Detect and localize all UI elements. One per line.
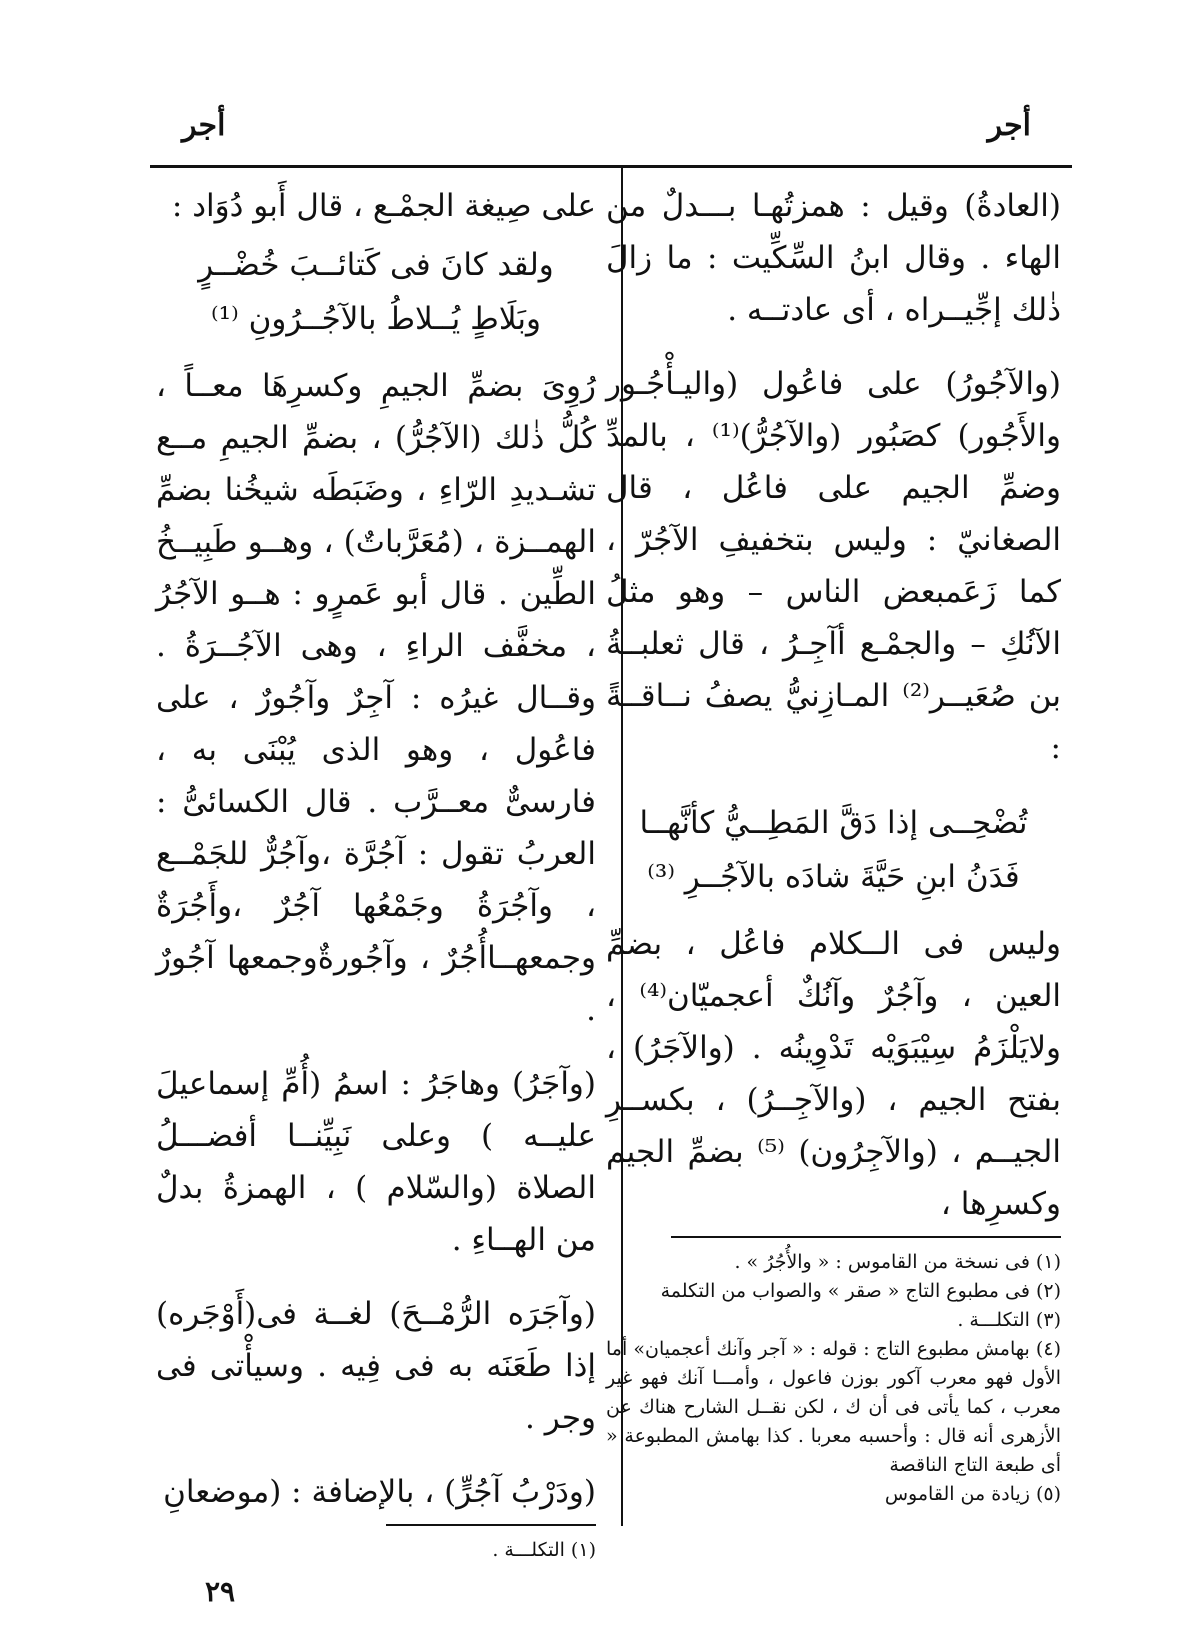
footnotes (156, 1536, 596, 1565)
paragraph: (وآجَرُ) وهاجَرُ : اسمُ (أُمِّ إسماعيلَ عليــه ) وعلى نَبِيِّنــا أفضـــلُ الصلاة (والسّلام ) ، الهمزةُ بدلٌ من الهــاءِ . (156, 1066, 596, 1258)
verse-line: فَدَنُ ابنِ حَيَّةَ شادَه بالآجُــرِ ⁽³⁾ (647, 859, 1020, 895)
paragraph: رُوِىَ بضمِّ الجيمِ وكسرِهَا معــاً ، كُلُّ ذٰلك (الآجُرُّ) ، بضمِّ الجيمِ مــع تشـديدِ الرّاءِ ، وضَبَطَه شيخُنا بضمِّ الهمــزة ، (مُعَرَّباتٌ) ، وهــو طَبِيــخُ الطِّين . قال أبو عَمرٍو : هــو الآجُرُ ، مخفَّف الراءِ ، وهى الآجُــرَةُ . وقــال غيرُه : آجِرٌ وآجُورٌ ، على فاعُول ، وهو الذى يُبْنَى به ، فارسىٌّ معــرَّب . قال الكسائىُّ : العربُ تقول : آجُرَّة ،وآجُرٌّ للجَمْــع ، وآجُرَةُ وجَمْعُها آجُرٌ ،وأَجُرَةٌ وجمعهــاأُجُرٌ ، وآجُورةٌوجمعها آجُورٌ . (156, 368, 596, 1028)
footnote: (٤) بهامش مطبوع التاج : قوله : « آجر وآنك أعجميان» أما الأول فهو معرب آكور بوزن فاعول ، وأمـــا آنك فهو غير معرب ، كما يأتى فى أن ك ، لكن نقــل الشارح هناك عن الأزهرى أنه قال : وأحسبه معربا . كذا بهامش المطبوعة « أى طبعة التاج الناقصة (606, 1338, 1061, 1476)
verse (606, 796, 1061, 904)
paragraph: وليس فى الــكلام فاعُل ، بضمِّ العين ، وآجُرٌ وآنُكٌ أعجميّان⁽⁴⁾ ، ولايَلْزَمُ سِيْبَوَيْه تَدْوِينُه . (والآجَرُ) ، بفتح الجيم ، (والآجِــرُ) ، بكســرِ الجيــم ، (والآجِرُون) ⁽⁵⁾ بضمِّ الجيم وكسرِها ، (606, 926, 1061, 1222)
footnote-rule (386, 1524, 596, 1526)
footnotes (606, 1248, 1061, 1509)
paragraph: (وآجَرَه الرُّمْــحَ) لغــة فى(أَوْجَره) إذا طَعَنَه به فى فِيه . وسيأْتى فى وجر . (156, 1296, 596, 1436)
paragraph: (العادةُ) وقيل : همزتُهـا بـــدلٌ من الهاء . وقال ابنُ السِّكِّيت : ما زالَ ذٰلك إجِّيــراه ، أى عادتــه . (606, 188, 1061, 328)
running-header-right: أجر (987, 108, 1031, 143)
paragraph: (ودَرْبُ آجُرٍّ) ، بالإضافة : (موضعانِ (163, 1474, 596, 1510)
verse-line: وبَلَاطٍ يُــلاطُ بالآجُــرُونِ ⁽¹⁾ (211, 301, 541, 337)
running-header-left: أجر (182, 108, 226, 143)
right-column (606, 180, 1061, 1509)
footnote-rule (671, 1236, 1061, 1238)
footnote: (١) فى نسخة من القاموس : « والأُجُرُ » . (734, 1251, 1061, 1273)
verse-line: تُضْحِــى إذا دَقَّ المَطِــيُّ كأنَّهــا (639, 805, 1028, 841)
paragraph: (والآجُورُ) على فاعُول (واليـأْجُـور والأَجُور) كصَبُور (والآجُرُّ)⁽¹⁾ ، بالمدِّ وضمِّ الجيم على فاعُل ، قال الصغانيّ : وليس بتخفيفِ الآجُرّ ، كما زَعَمبعض الناس – وهو مثلُ الآنُكِ – والجمْـع أآجِـرُ ، قال ثعلبــةُ بن صُعَيــر⁽²⁾ المـازِنيُّ يصفُ نــاقــةً : (606, 366, 1062, 766)
verse-line: ولقد كانَ فى كَتائــبَ خُضْــرٍ (198, 247, 554, 283)
footnote: (٥) زيادة من القاموس (884, 1483, 1061, 1505)
paragraph: على صِيغة الجمْـع ، قال أَبو دُوَاد : (171, 188, 596, 224)
footnote: (٢) فى مطبوع التاج « صقر » والصواب من التكلمة (660, 1280, 1061, 1302)
verse (156, 238, 596, 346)
page-number: ٢٩ (205, 1575, 236, 1608)
header-rule (150, 165, 1072, 168)
footnote: (١) التكلـــة . (492, 1539, 596, 1561)
left-column (156, 180, 596, 1565)
footnote: (٣) التكلـــة . (957, 1309, 1061, 1331)
